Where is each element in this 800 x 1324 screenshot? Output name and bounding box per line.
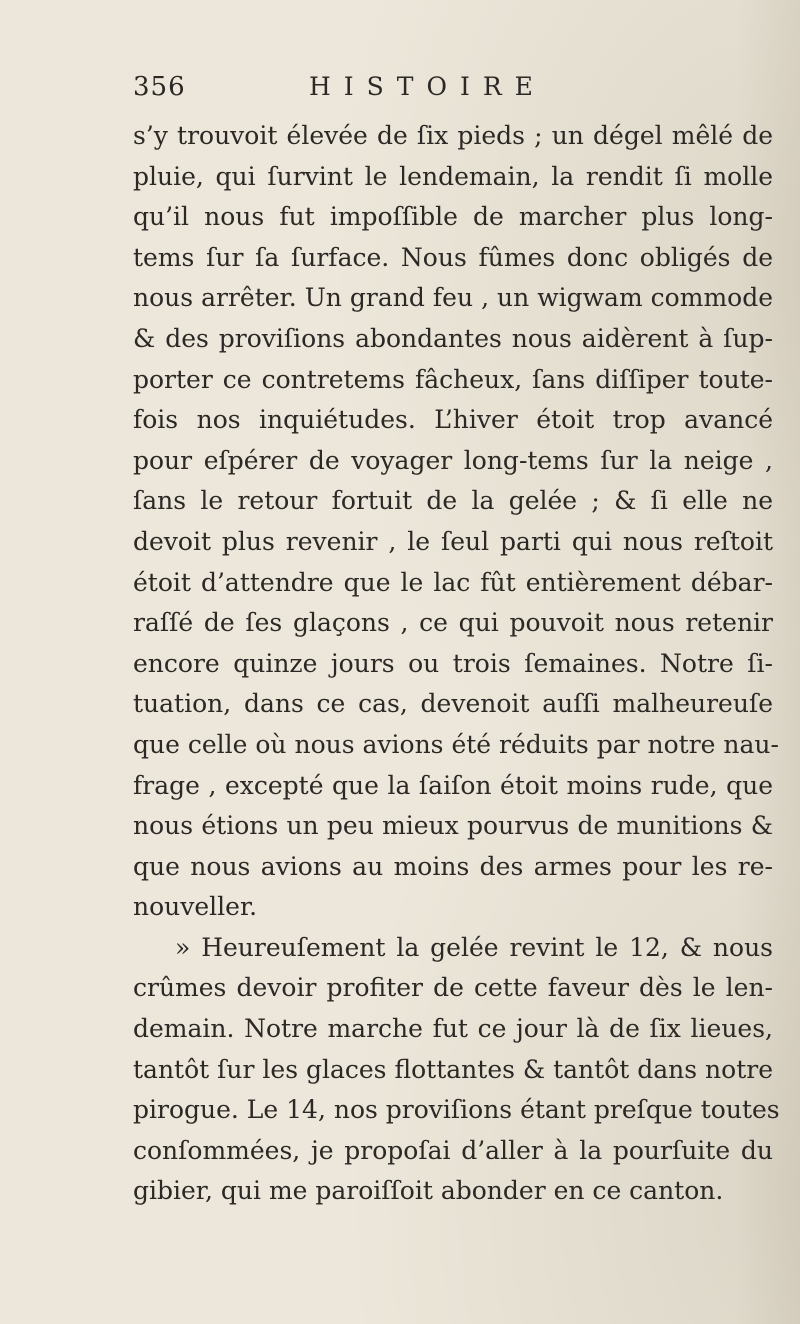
text-line: nouveller. — [133, 892, 258, 922]
text-line: frage , excepté que la ſaiſon étoit moins rude, que — [133, 770, 773, 800]
text-line: » Heureuſement la gelée revint le 12, & nous — [175, 932, 773, 962]
text-line: gibier, qui me paroiſſoit abonder en ce canton. — [133, 1176, 724, 1206]
text-line: demain. Notre marche fut ce jour là de ſix lieues, — [133, 1014, 773, 1044]
text-line: ſans le retour fortuit de la gelée ; & ſi elle ne — [133, 486, 773, 516]
text-line: encore quinze jours ou trois ſemaines. Notre ſi- — [133, 648, 773, 678]
text-line: fois nos inquiétudes. L’hiver étoit trop avancé — [133, 405, 773, 435]
text-line: tantôt ſur les glaces flottantes & tantôt dans notre — [133, 1054, 773, 1084]
text-line: pour eſpérer de voyager long-tems ſur la neige , — [133, 445, 773, 475]
text-line: pirogue. Le 14, nos proviſions étant preſque toutes — [133, 1095, 780, 1125]
text-line: tuation, dans ce cas, devenoit auſſi malheureuſe — [133, 689, 773, 719]
text-line: raſſé de ſes glaçons , ce qui pouvoit nous retenir — [133, 608, 773, 638]
text-line: qu’il nous fut impoſſible de marcher plus long- — [133, 202, 773, 232]
page-number: 356 — [133, 72, 186, 102]
running-title: HISTOIRE — [309, 72, 546, 101]
text-line: que nous avions au moins des armes pour les re- — [133, 851, 773, 881]
text-line: nous arrêter. Un grand feu , un wigwam commode — [133, 283, 773, 313]
text-line: nous étions un peu mieux pourvus de munitions & — [133, 811, 773, 841]
text-line: crûmes devoir profiter de cette faveur dès le len- — [133, 973, 773, 1003]
text-line: & des proviſions abondantes nous aidèrent à ſup- — [133, 323, 773, 353]
text-line: étoit d’attendre que le lac fût entièrement débar- — [133, 567, 773, 597]
text-line: pluie, qui ſurvint le lendemain, la rendit ſi molle — [133, 161, 773, 191]
text-line: porter ce contretems fâcheux, ſans diſſiper toute- — [133, 364, 773, 394]
text-line: conſommées, je propoſai d’aller à la pourſuite du — [133, 1135, 773, 1165]
running-head — [133, 72, 773, 112]
text-line: devoit plus revenir , le ſeul parti qui nous reſtoit — [133, 526, 773, 556]
text-line: tems ſur ſa ſurface. Nous fûmes donc obligés de — [133, 242, 773, 272]
body-text — [133, 116, 780, 1212]
text-line: que celle où nous avions été réduits par notre nau- — [133, 729, 779, 759]
text-line: s’y trouvoit élevée de ſix pieds ; un dégel mêlé de — [133, 121, 773, 150]
